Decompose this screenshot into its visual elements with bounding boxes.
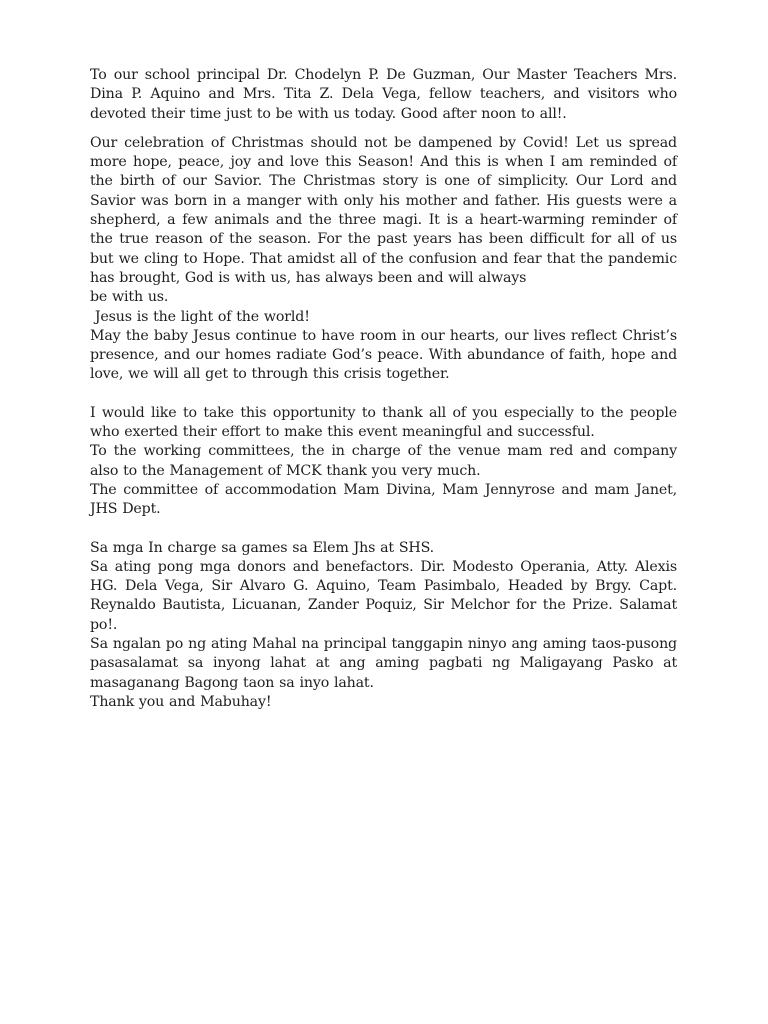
thanks-paragraph: I would like to take this opportunity to thank all of you especially to the people who exerted their effort to make this event meaningful and successful. — [90, 404, 677, 441]
closing-line: Thank you and Mabuhay! — [90, 693, 272, 710]
light-of-world-line: Jesus is the light of the world! — [90, 308, 310, 325]
accommodation-committee-paragraph: The committee of accommodation Mam Divina, Mam Jennyrose and mam Janet, JHS Dept. — [90, 481, 677, 518]
christmas-message-continuation: be with us. — [90, 289, 169, 306]
donors-paragraph: Sa ating pong mga donors and benefactors. Dir. Modesto Operania, Atty. Alexis HG. Dela Vega, Sir Alvaro G. Aquino, Team Pasimbalo, Headed by Brgy. Capt. Reynaldo Bautista, Licuanan, Zander Poquiz, Sir Melchor for the Prize. Salamat po!. — [90, 558, 677, 633]
blessing-paragraph: May the baby Jesus continue to have room in our hearts, our lives reflect Christ’s presence, and our homes radiate God’s peace. With abundance of faith, hope and love, we will all get to through this crisis together. — [90, 327, 677, 383]
working-committees-paragraph: To the working committees, the in charge of the venue mam red and company also to the Management of MCK thank you very much. — [90, 443, 677, 479]
letter-body — [90, 66, 677, 712]
games-incharge-line: Sa mga In charge sa games sa Elem Jhs at SHS. — [90, 539, 435, 556]
christmas-message-paragraph: Our celebration of Christmas should not be dampened by Covid! Let us spread more hope, peace, joy and love this Season! And this is when I am reminded of the birth of our Savior. The Christmas story is one of simplicity. Our Lord and Savior was born in a manger with only his mother and father. His guests were a shepherd, a few animals and the three magi. It is a heart-warming reminder of the true reason of the season. For the past years has been difficult for all of us but we cling to Hope. That amidst all of the confusion and fear that the pandemic has brought, God is with us, has always been and will always — [90, 134, 677, 286]
tagalog-gratitude-paragraph: Sa ngalan po ng ating Mahal na principal tanggapin ninyo ang aming taos-pusong pasasalamat sa inyong lahat at ang aming pagbati ng Maligayang Pasko at masaganang Bagong taon sa inyo lahat. — [90, 636, 677, 691]
greeting-paragraph: To our school principal Dr. Chodelyn P. De Guzman, Our Master Teachers Mrs. Dina P. Aquino and Mrs. Tita Z. Dela Vega, fellow teachers, and visitors who devoted their time just to be with us today. Good after noon to all!. — [90, 67, 677, 122]
